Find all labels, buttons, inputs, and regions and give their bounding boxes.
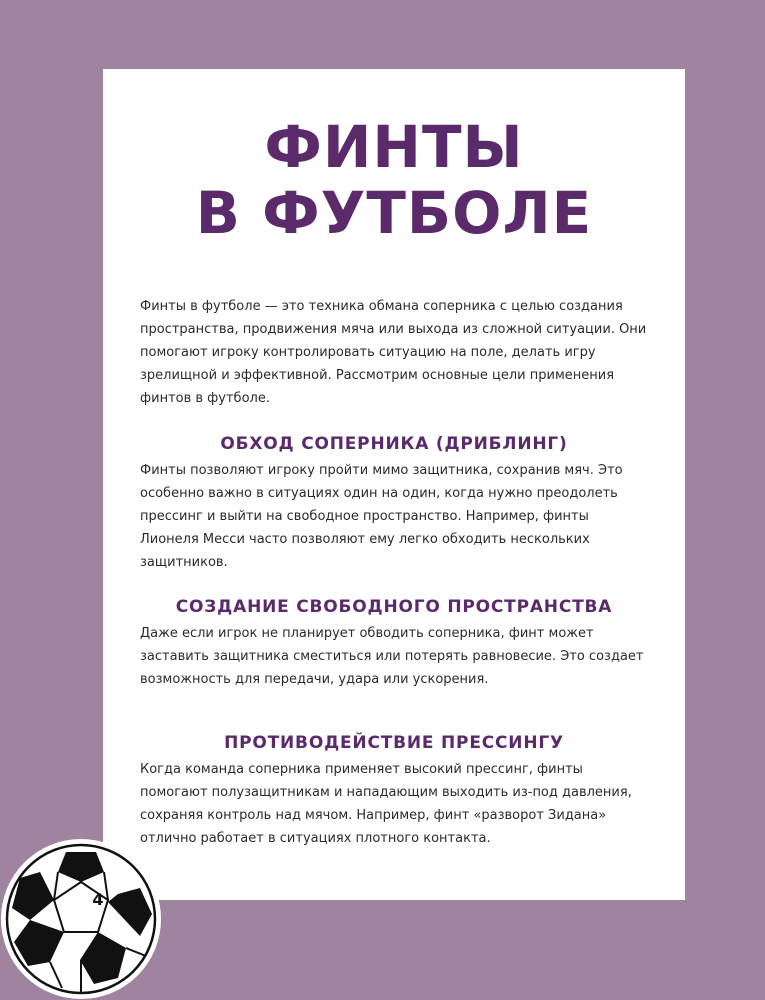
page-number: 4: [92, 890, 104, 909]
section-press-resistance: [103, 732, 685, 850]
content-page: [103, 69, 685, 900]
page-title: [103, 114, 685, 246]
section-heading: ПРОТИВОДЕЙСТВИЕ ПРЕССИНГУ: [224, 733, 564, 753]
intro-paragraph: Финты в футболе — это техника обмана соперника с целью создания пространства, продвижения мяча или выхода из сложной ситуации. Они помогают игроку контролировать ситуацию на поле, делать игру зрелищной и эффективной. Рассмотрим основные цели применения финтов в футболе.: [140, 299, 647, 406]
section-text: Финты позволяют игроку пройти мимо защитника, сохранив мяч. Это особенно важно в ситуациях один на один, когда нужно преодолеть прессинг и выйти на свободное пространство. Например, финты Лионеля Месси часто позволяют ему легко обходить нескольких защитников.: [140, 463, 623, 570]
section-text: Когда команда соперника применяет высокий прессинг, финты помогают полузащитникам и нападающим выходить из-под давления, сохраняя контроль над мячом. Например, финт «разворот Зидана» отлично работает в ситуациях плотного контакта.: [140, 762, 632, 846]
soccer-ball-icon: [0, 838, 162, 1000]
section-heading: СОЗДАНИЕ СВОБОДНОГО ПРОСТРАНСТВА: [175, 597, 613, 617]
title-line-1: ФИНТЫ: [264, 113, 524, 181]
section-dribbling: [103, 433, 685, 574]
section-text: Даже если игрок не планирует обводить соперника, финт может заставить защитника сместиться или потерять равновесие. Это создает возможность для передачи, удара или ускорения.: [140, 626, 644, 687]
section-free-space: [103, 596, 685, 691]
section-heading: ОБХОД СОПЕРНИКА (ДРИБЛИНГ): [220, 434, 568, 454]
title-line-2: В ФУТБОЛЕ: [195, 179, 593, 247]
